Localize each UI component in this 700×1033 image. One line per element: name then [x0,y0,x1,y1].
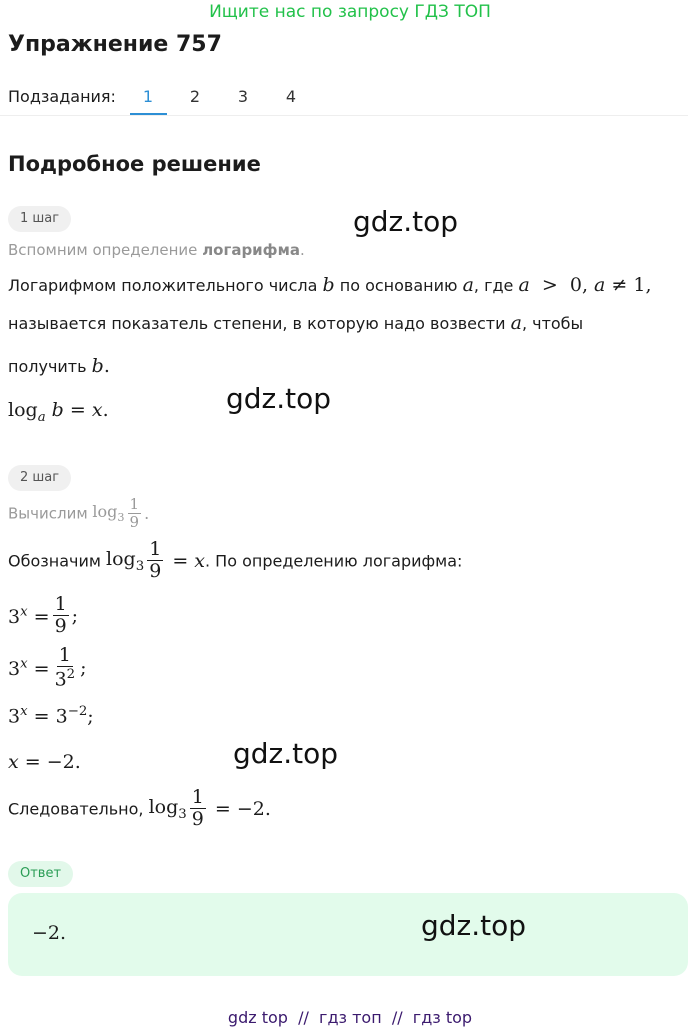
watermark: gdz.top [421,909,527,942]
promo-banner[interactable]: Ищите нас по запросу ГДЗ ТОП [209,2,491,22]
equation-line-4: x = −2. [8,751,81,773]
watermark: gdz.top [233,737,339,770]
page-title: Упражнение 757 [8,32,222,57]
tab-subtask-2[interactable]: 2 [189,87,201,106]
footer-links[interactable]: gdz top // гдз топ // гдз top [227,1008,473,1027]
watermark: gdz.top [226,382,332,415]
subtasks-label: Подзадания: [8,87,116,106]
equation-line-3: $3^x = 3^{-2}$; [8,704,94,728]
answer-badge: Ответ [8,861,73,887]
definition-line-1: Логарифмом положительного числа b по основанию a, где a > 0, a ≠ 1, [8,274,652,296]
step-1-badge: 1 шаг [8,206,71,232]
tab-subtask-4[interactable]: 4 [285,87,297,106]
step-2-intro: Обозначим $\log_3$ $\frac{1}{9}$ = x. По определению логарифма: [8,538,463,582]
watermark: gdz.top [353,205,459,238]
definition-line-3: получить b. [8,355,110,377]
tab-subtask-1[interactable]: 1 [142,87,154,106]
tabs-divider [0,115,688,116]
equation-line-2: $3^x$ = $\frac{1}{3^2}$ ; [8,644,87,691]
step-1-hint: Вспомним определение логарифма. [8,241,305,259]
log-definition-formula: $\log_a b = x$. [8,399,109,425]
answer-box [8,893,688,976]
step-2-badge: 2 шаг [8,465,71,491]
answer-value: −2. [32,922,67,944]
step-2-conclusion: Следовательно, $\log_3$ $\frac{1}{9}$ = −2. [8,786,271,830]
definition-line-2: называется показатель степени, в которую надо возвести a, чтобы [8,312,584,334]
step-2-hint: Вычислим $\log_3$ $\frac{1}{9}$ . [8,495,150,531]
equation-line-1: $3^x$ = $\frac{1}{9}$ ; [8,593,79,637]
section-title: Подробное решение [8,152,261,176]
tab-subtask-3[interactable]: 3 [237,87,249,106]
